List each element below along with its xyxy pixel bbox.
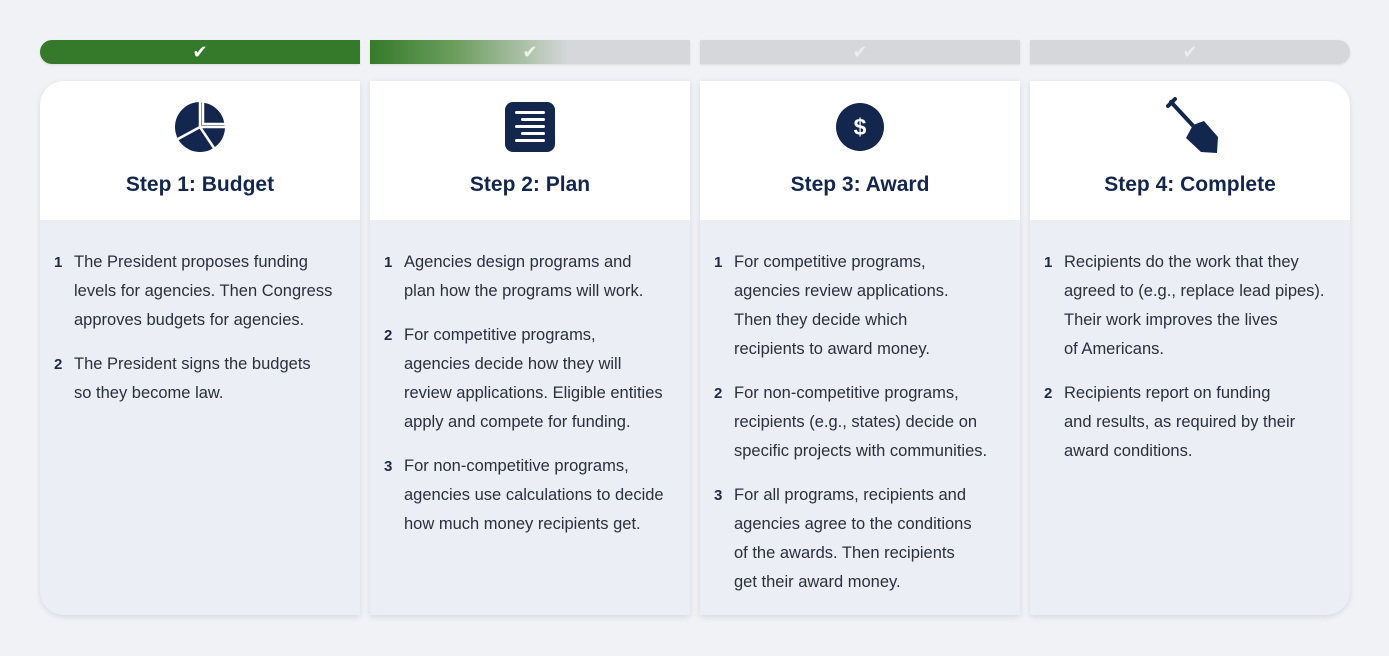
step-title: Step 3: Award (790, 173, 930, 196)
check-icon: ✔ (1182, 42, 1198, 62)
list-item (384, 248, 672, 306)
item-number: 1 (1044, 254, 1053, 271)
item-number: 2 (1044, 385, 1053, 402)
item-text: For non-competitive programs, recipients (e.g., states) decide on specific projects with communities. (734, 384, 988, 460)
list-item (1044, 248, 1332, 364)
item-text: Recipients do the work that they agreed to (e.g., replace lead pipes). Their work improves the lives of Americans. (1064, 253, 1325, 358)
step-card-plan (370, 81, 690, 615)
item-text: For competitive programs, agencies review applications. Then they decide which recipients to award money. (734, 253, 949, 358)
step-list (1030, 220, 1350, 466)
item-text: The President proposes funding levels for agencies. Then Congress approves budgets for agencies. (74, 253, 333, 329)
item-number: 3 (384, 458, 393, 475)
item-text: The President signs the budgets so they become law. (74, 355, 311, 402)
item-number: 2 (54, 356, 63, 373)
item-number: 3 (714, 487, 723, 504)
list-item (714, 481, 1002, 597)
list-item (384, 321, 672, 437)
step-list (370, 220, 690, 539)
list-item (384, 452, 672, 539)
item-text: For competitive programs, agencies decide how they will review applications. Eligible entities apply and compete for funding. (404, 326, 663, 431)
list-item (714, 379, 1002, 466)
step-card-header (1030, 81, 1350, 220)
list-item (54, 248, 342, 335)
progress-bar-step-2 (370, 40, 690, 64)
item-text: Recipients report on funding and results, as required by their award conditions. (1064, 384, 1296, 460)
list-item (714, 248, 1002, 364)
list-item (54, 350, 342, 408)
item-number: 1 (384, 254, 393, 271)
item-text: For all programs, recipients and agencies agree to the conditions of the awards. Then recipients get their award money. (734, 486, 972, 591)
pie-chart-icon (170, 97, 230, 157)
step-title: Step 2: Plan (469, 173, 591, 196)
progress-bar-step-3 (700, 40, 1020, 64)
item-number: 2 (714, 385, 723, 402)
progress-bar-step-1 (40, 40, 360, 64)
item-text: Agencies design programs and plan how the programs will work. (404, 253, 644, 300)
item-number: 1 (714, 254, 723, 271)
step-title: Step 1: Budget (125, 173, 275, 196)
item-text: For non-competitive programs, agencies use calculations to decide how much money recipients get. (404, 457, 664, 533)
step-card-award (700, 81, 1020, 615)
step-card-budget (40, 81, 360, 615)
step-card-header (40, 81, 360, 220)
document-list-icon (500, 97, 560, 157)
dollar-coin-icon (830, 97, 890, 157)
step-card-header (700, 81, 1020, 220)
step-title: Step 4: Complete (1104, 173, 1276, 196)
item-number: 2 (384, 327, 393, 344)
check-icon: ✔ (522, 42, 538, 62)
list-item (1044, 379, 1332, 466)
progress-bar-step-4 (1030, 40, 1350, 64)
item-number: 1 (54, 254, 63, 271)
check-icon: ✔ (192, 42, 208, 62)
step-list (40, 220, 360, 408)
check-icon: ✔ (852, 42, 868, 62)
step-list (700, 220, 1020, 597)
step-card-complete (1030, 81, 1350, 615)
svg-text:$: $ (853, 114, 867, 140)
shovel-icon (1160, 97, 1220, 157)
step-card-header (370, 81, 690, 220)
